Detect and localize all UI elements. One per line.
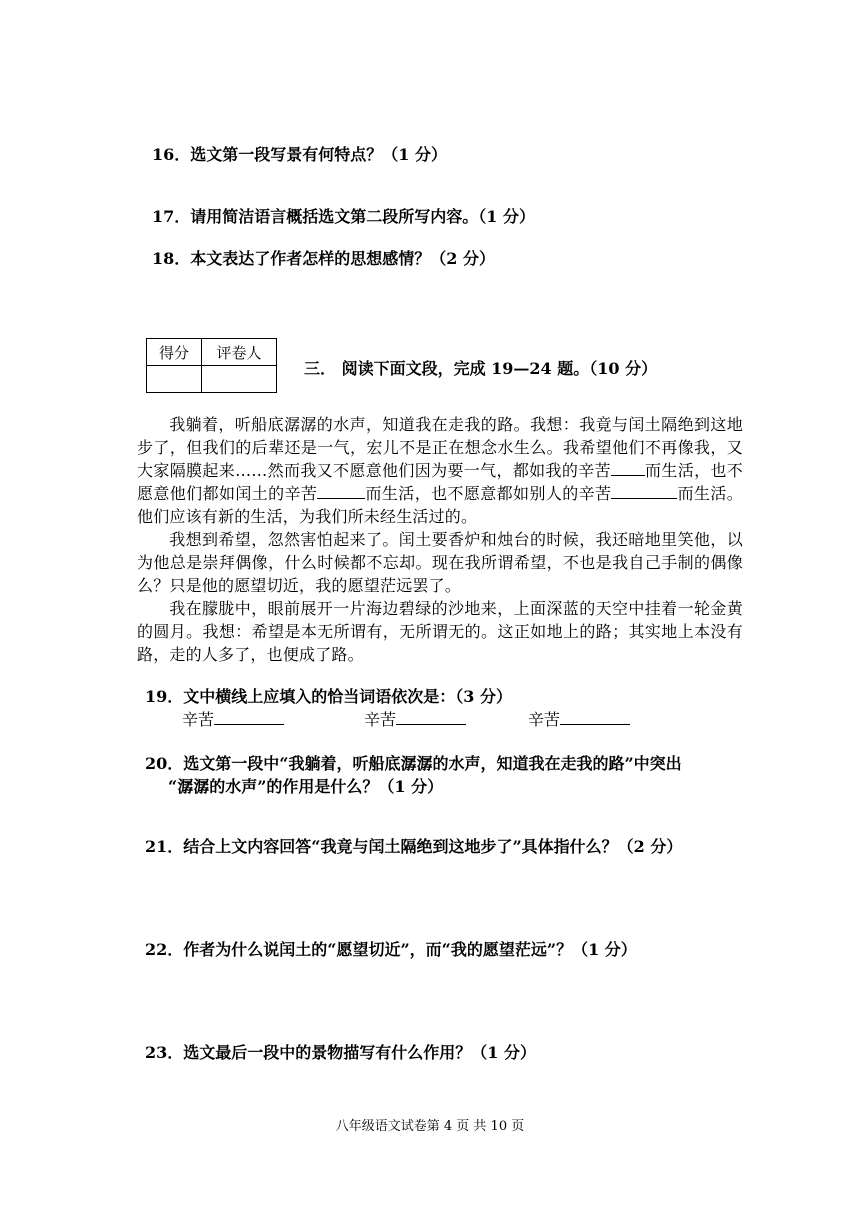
answer-19-2 xyxy=(364,707,466,730)
passage-p1-c: 而生活，也不愿意都如别人的辛苦 xyxy=(365,484,612,503)
score-table xyxy=(146,338,277,393)
question-20-line-1: 20．选文第一段中“我躺着，听船底潺潺的水声，知道我在走我的路”中突出 xyxy=(145,754,682,773)
passage-paragraph-1 xyxy=(137,413,743,528)
passage-p2-text: 我想到希望，忽然害怕起来了。闰土要香炉和烛台的时候，我还暗地里笑他，以为他总是崇拜偶像，什么时候都不忘却。现在我所谓希望，不也是我自己手制的偶像么？只是他的愿望切近，我的愿望茫远罢了。 xyxy=(137,530,743,595)
question-16: 16．选文第一段写景有何特点？（1 分） xyxy=(152,145,447,164)
score-header: 得分 xyxy=(147,339,202,366)
question-22: 22．作者为什么说闰土的“愿望切近”，而“我的愿望茫远”？（1 分） xyxy=(145,940,637,959)
passage-paragraph-2 xyxy=(137,528,743,597)
answer-19-3 xyxy=(528,707,630,730)
passage-p1-d: 而生活。他们应该有新的生活，为我们所未经生活过的。 xyxy=(137,484,743,526)
answer-19-3-label: 辛苦 xyxy=(528,710,561,729)
answer-19-1-label: 辛苦 xyxy=(182,710,215,729)
question-21: 21．结合上文内容回答“我竟与闰土隔绝到这地步了”具体指什么？（2 分） xyxy=(145,837,683,856)
section-title: 三． 阅读下面文段，完成 19—24 题。（10 分） xyxy=(304,359,658,378)
passage-paragraph-3 xyxy=(137,597,743,666)
grader-header: 评卷人 xyxy=(202,339,277,366)
fill-blank-3[interactable] xyxy=(611,482,677,499)
fill-blank-1[interactable] xyxy=(611,459,645,476)
question-17: 17．请用简洁语言概括选文第二段所写内容。（1 分） xyxy=(152,207,535,226)
passage-p3-text: 我在朦胧中，眼前展开一片海边碧绿的沙地来，上面深蓝的天空中挂着一轮金黄的圆月。我想：希望是本无所谓有，无所谓无的。这正如地上的路；其实地上本没有路，走的人多了，也便成了路。 xyxy=(137,599,743,664)
answer-19-2-blank[interactable] xyxy=(396,708,466,725)
grader-cell[interactable] xyxy=(202,366,277,393)
question-20-line-2: “潺潺的水声”的作用是什么？（1 分） xyxy=(168,777,444,796)
question-23: 23．选文最后一段中的景物描写有什么作用？（1 分） xyxy=(145,1043,536,1062)
answer-19-1 xyxy=(182,707,284,730)
answer-19-2-label: 辛苦 xyxy=(364,710,397,729)
answer-19-1-blank[interactable] xyxy=(214,708,284,725)
question-18: 18．本文表达了作者怎样的思想感情？（2 分） xyxy=(152,249,495,268)
answer-19-3-blank[interactable] xyxy=(560,708,630,725)
page-footer: 八年级语文试卷第 4 页 共 10 页 xyxy=(335,1119,525,1134)
passage-p1-b: 而生活，也不愿意他们都如闰土的辛苦 xyxy=(137,461,743,503)
score-cell[interactable] xyxy=(147,366,202,393)
passage-p1-a: 我躺着，听船底潺潺的水声，知道我在走我的路。我想：我竟与闰土隔绝到这地步了，但我们的后辈还是一气，宏儿不是正在想念水生么。我希望他们不再像我，又大家隔膜起来……然而我又不愿意他们因为要一气，都如我的辛苦 xyxy=(137,415,743,480)
question-19: 19．文中横线上应填入的恰当词语依次是：（3 分） xyxy=(145,687,512,706)
fill-blank-2[interactable] xyxy=(317,482,365,499)
